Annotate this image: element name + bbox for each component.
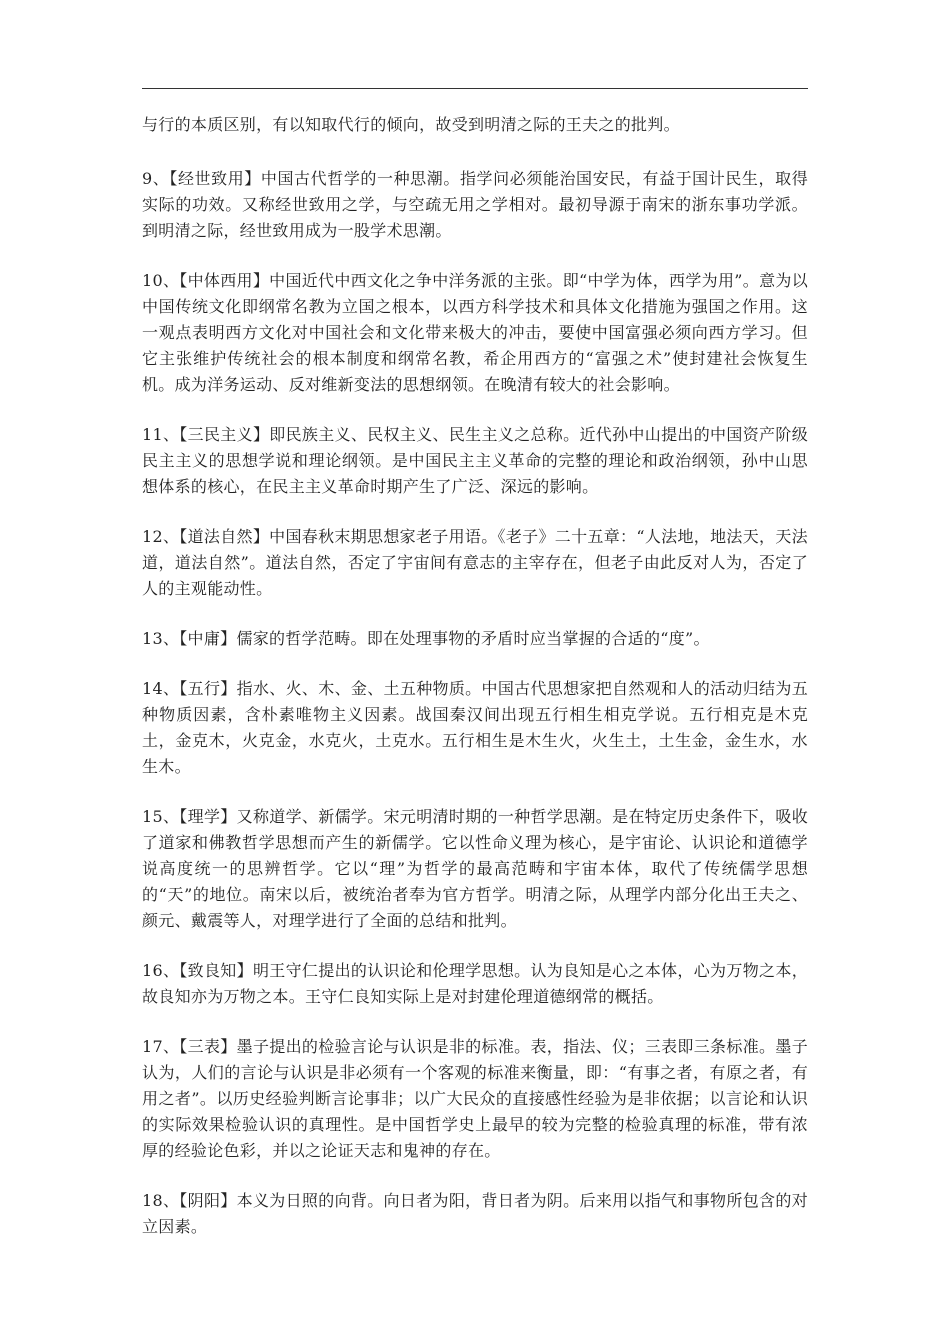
entry-10-zhongti-xiyong: 10、【中体西用】中国近代中西文化之争中洋务派的主张。即“中学为体，西学为用”。意为以中国传统文化即纲常名教为立国之根本，以西方科学技术和具体文化措施为强国之作用。这一观点表明西方文化对中国社会和文化带来极大的冲击，要使中国富强必须向西方学习。但它主张维护传统社会的根本制度和纲常名教，希企用西方的“富强之术”使封建社会恢复生机。成为洋务运动、反对维新变法的思想纲领。在晚清有较大的社会影响。 — [142, 271, 808, 394]
entry-13-zhongyong: 13、【中庸】儒家的哲学范畴。即在处理事物的矛盾时应当掌握的合适的“度”。 — [142, 629, 710, 648]
paragraph-continuation: 与行的本质区别，有以知取代行的倾向，故受到明清之际的王夫之的批判。 — [142, 115, 680, 134]
entry-15-lixue: 15、【理学】又称道学、新儒学。宋元明清时期的一种哲学思潮。是在特定历史条件下，吸收了道家和佛教哲学思想而产生的新儒学。它以性命义理为核心，是宇宙论、认识论和道德学说高度统一的思辨哲学。它以“理”为哲学的最高范畴和宇宙本体，取代了传统儒学思想的“天”的地位。南宋以后，被统治者奉为官方哲学。明清之际，从理学内部分化出王夫之、颜元、戴震等人，对理学进行了全面的总结和批判。 — [142, 807, 808, 930]
entry-14-wuxing: 14、【五行】指水、火、木、金、土五种物质。中国古代思想家把自然观和人的活动归结为五种物质因素，含朴素唯物主义因素。战国秦汉间出现五行相生相克学说。五行相克是木克土，金克木，火克金，水克火，土克水。五行相生是木生火，火生土，土生金，金生水，水生木。 — [142, 679, 808, 776]
entry-11-sanmin-zhuyi: 11、【三民主义】即民族主义、民权主义、民生主义之总称。近代孙中山提出的中国资产阶级民主主义的思想学说和理论纲领。是中国民主主义革命的完整的理论和政治纲领，孙中山思想体系的核心，在民主主义革命时期产生了广泛、深远的影响。 — [142, 425, 808, 496]
entry-12-daofa-ziran: 12、【道法自然】中国春秋末期思想家老子用语。《老子》二十五章：“人法地，地法天，天法道，道法自然”。道法自然，否定了宇宙间有意志的主宰存在，但老子由此反对人为，否定了人的主观能动性。 — [142, 527, 808, 598]
entry-17-sanbiao: 17、【三表】墨子提出的检验言论与认识是非的标准。表，指法、仪；三表即三条标准。墨子认为，人们的言论与认识是非必须有一个客观的标准来衡量，即：“有事之者，有原之者，有用之者”。以历史经验判断言论事非；以广大民众的直接感性经验为是非依据；以言论和认识的实际效果检验认识的真理性。是中国哲学史上最早的较为完整的检验真理的标准，带有浓厚的经验论色彩，并以之论证天志和鬼神的存在。 — [142, 1037, 808, 1160]
document-body — [142, 112, 808, 1264]
entry-9-jingshi-zhiyong: 9、【经世致用】中国古代哲学的一种思潮。指学问必须能治国安民，有益于国计民生，取得实际的功效。又称经世致用之学，与空疏无用之学相对。最初导源于南宋的浙东事功学派。到明清之际，经世致用成为一股学术思潮。 — [142, 169, 808, 240]
entry-18-yinyang: 18、【阴阳】本义为日照的向背。向日者为阳，背日者为阴。后来用以指气和事物所包含的对立因素。 — [142, 1191, 808, 1236]
header-rule — [142, 88, 808, 89]
entry-16-zhi-liangzhi: 16、【致良知】明王守仁提出的认识论和伦理学思想。认为良知是心之本体，心为万物之本，故良知亦为万物之本。王守仁良知实际上是对封建伦理道德纲常的概括。 — [142, 961, 808, 1006]
